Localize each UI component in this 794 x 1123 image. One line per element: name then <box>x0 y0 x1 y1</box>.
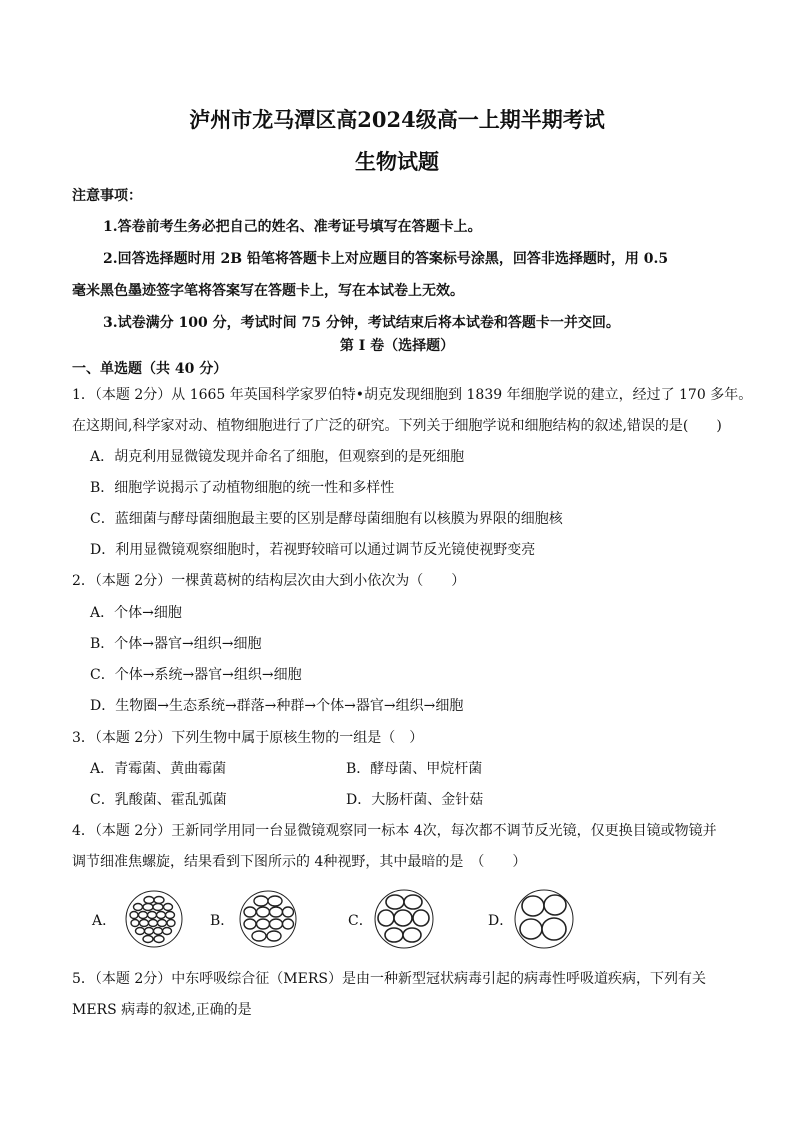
question-4-line: 调节细准焦螺旋，结果看到下图所示的 4种视野，其中最暗的是 （ ） <box>72 854 527 870</box>
exam-title: 泸州市龙马潭区高2024级高一上期半期考试 <box>189 107 605 132</box>
note-item: 3.试卷满分 100 分，考试时间 75 分钟，考试结束后将本试卷和答题卡一并交回。 <box>103 315 620 331</box>
microscope-view-c <box>373 889 435 949</box>
q2-option-a: A．个体→细胞 <box>90 605 182 621</box>
volume-title: 第 I 卷（选择题） <box>339 338 455 354</box>
microscope-view-a <box>123 890 185 948</box>
q2-option-b: B．个体→器官→组织→细胞 <box>90 636 262 652</box>
note-item: 毫米黑色墨迹签字笔将答案写在答题卡上，写在本试卷上无效。 <box>72 283 464 299</box>
section-title: 一、单选题（共 40 分） <box>72 361 228 377</box>
notes-heading: 注意事项： <box>72 188 142 204</box>
microscope-view-d <box>513 889 575 949</box>
q2-option-c: C．个体→系统→器官→组织→细胞 <box>90 667 302 683</box>
question-5-line: 5．（本题 2分）中东呼吸综合征（MERS）是由一种新型冠状病毒引起的病毒性呼吸道疾病，下列有关 <box>72 971 706 987</box>
q3-option-d: D．大肠杆菌、金针菇 <box>346 792 484 808</box>
q4-option-a-label: A． <box>92 913 117 929</box>
question-5-line: MERS 病毒的叙述,正确的是 <box>72 1002 252 1018</box>
q3-option-b: B．酵母菌、甲烷杆菌 <box>346 761 483 777</box>
q4-option-b-label: B． <box>210 913 235 929</box>
note-item: 2.回答选择题时用 2B 铅笔将答题卡上对应题目的答案标号涂黑，回答非选择题时，用 0.5 <box>103 251 669 267</box>
question-4-line: 4．（本题 2分）王新同学用同一台显微镜观察同一标本 4次，每次都不调节反光镜，仅更换目镜或物镜并 <box>72 823 717 839</box>
q3-option-a: A．青霉菌、黄曲霉菌 <box>90 761 227 777</box>
q2-option-d: D．生物圈→生态系统→群落→种群→个体→器官→组织→细胞 <box>90 698 464 714</box>
q1-option-b: B．细胞学说揭示了动植物细胞的统一性和多样性 <box>90 480 395 496</box>
q4-option-c-label: C． <box>348 913 373 929</box>
exam-subtitle: 生物试题 <box>355 149 439 174</box>
note-item: 1.答卷前考生务必把自己的姓名、准考证号填写在答题卡上。 <box>103 219 482 235</box>
q1-option-a: A．胡克利用显微镜发现并命名了细胞，但观察到的是死细胞 <box>90 449 465 465</box>
q4-option-d-label: D． <box>488 913 514 929</box>
question-2-line: 2．（本题 2分）一棵黄葛树的结构层次由大到小依次为（ ） <box>72 573 466 589</box>
q1-option-d: D．利用显微镜观察细胞时，若视野较暗可以通过调节反光镜使视野变亮 <box>90 542 536 558</box>
microscope-view-b <box>237 890 299 948</box>
q1-option-c: C．蓝细菌与酵母菌细胞最主要的区别是酵母菌细胞有以核膜为界限的细胞核 <box>90 511 563 527</box>
question-3-line: 3．（本题 2分）下列生物中属于原核生物的一组是（ ） <box>72 730 424 746</box>
question-1-line: 在这期间,科学家对动、植物细胞进行了广泛的研究。下列关于细胞学说和细胞结构的叙述,错误的是( ) <box>72 418 722 434</box>
q3-option-c: C．乳酸菌、霍乱弧菌 <box>90 792 227 808</box>
question-1-line: 1．（本题 2分）从 1665 年英国科学家罗伯特•胡克发现细胞到 1839 年细胞学说的建立，经过了 170 多年。 <box>72 387 753 403</box>
